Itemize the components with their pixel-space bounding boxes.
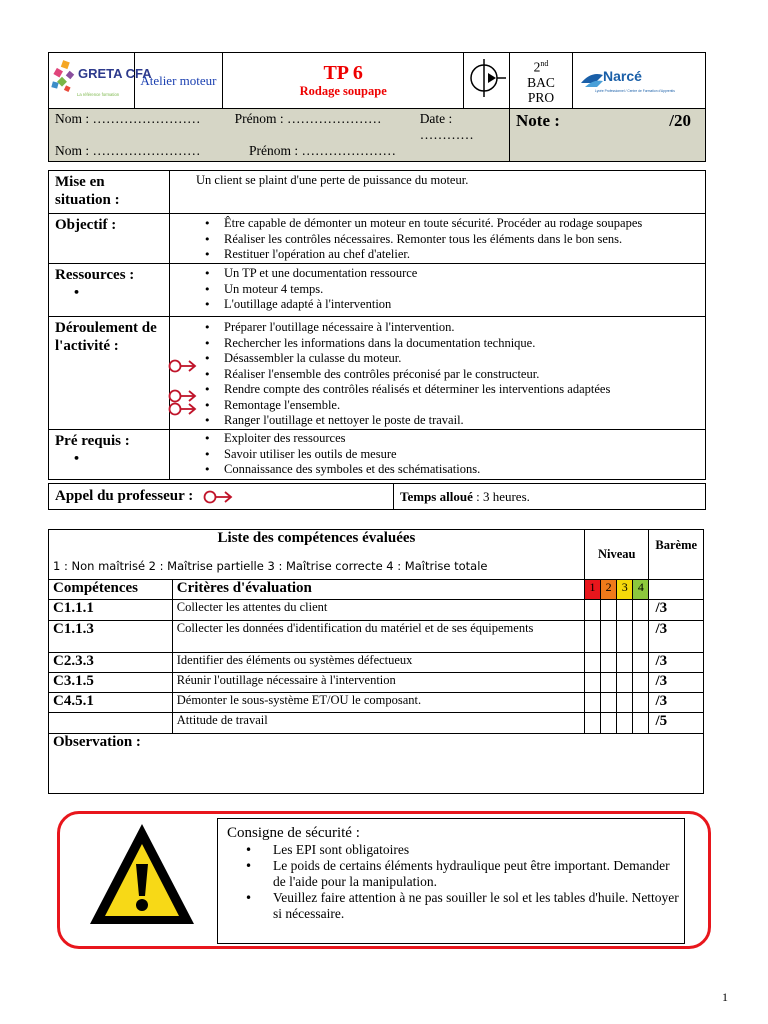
competences-table — [48, 529, 704, 794]
tp-title: TP 6 — [323, 62, 363, 84]
prerequis-label: Pré requis : — [55, 433, 130, 449]
temps-cell — [394, 484, 706, 510]
comp-code: C1.1.3 — [49, 621, 173, 653]
bullet-icon: • — [73, 286, 81, 299]
greta-logo-tagline: La référence formation — [77, 92, 120, 97]
tp-subtitle: Rodage soupape — [299, 84, 387, 98]
bareme-label: Barème — [649, 530, 704, 580]
greta-cfa-logo — [49, 53, 152, 103]
level-4-header: 4 — [633, 580, 649, 600]
level-box[interactable] — [617, 600, 633, 621]
student-row-2 — [55, 143, 503, 159]
student-row-1 — [55, 111, 503, 143]
objectif-item: • Réaliser les contrôles nécessaires. Remonter tous les éléments dans le bon sens. — [224, 232, 701, 248]
nom-2[interactable]: Nom : …………………… — [55, 143, 201, 158]
comp-criterion: Collecter les attentes du client — [172, 600, 584, 621]
level-box[interactable] — [601, 653, 617, 673]
narce-logo-tagline: Lycée Professionnel / Centre de Formation d'Apprentis — [595, 89, 675, 93]
level-box[interactable] — [601, 600, 617, 621]
tp-title-cell — [222, 53, 464, 109]
note-cell — [510, 109, 706, 162]
comp-bareme: /3 — [649, 621, 704, 653]
level-box[interactable] — [584, 621, 600, 653]
consigne-item: • Le poids de certains éléments hydraulique peut être important. Demander de l'aide pour la manipulation. — [273, 858, 684, 890]
level-box[interactable] — [601, 621, 617, 653]
ressources-list — [174, 266, 701, 313]
comp-criterion: Attitude de travail — [172, 713, 584, 734]
page-number: 1 — [722, 990, 728, 1004]
ressources-label-cell — [49, 264, 170, 317]
call-teacher-icon — [168, 401, 200, 417]
student-fields — [49, 109, 510, 162]
comp-code: C4.5.1 — [49, 693, 173, 713]
comp-bareme: /3 — [649, 673, 704, 693]
objectif-cell — [170, 214, 706, 264]
narce-logo-cell — [573, 53, 706, 109]
prenom-1[interactable]: Prénom : ………………… — [234, 111, 382, 126]
valve-symbol-cell — [464, 53, 510, 109]
deroulement-item: • Ranger l'outillage et nettoyer le poste de travail. — [224, 413, 701, 429]
deroulement-label: Déroulement de l'activité : — [49, 317, 170, 430]
comp-bareme: /3 — [649, 653, 704, 673]
level-box[interactable] — [633, 713, 649, 734]
temps-label: Temps alloué — [400, 488, 473, 504]
prerequis-item: • Exploiter des ressources — [224, 431, 701, 447]
note-label: Note : — [516, 111, 560, 130]
comp-criterion: Réunir l'outillage nécessaire à l'intervention — [172, 673, 584, 693]
header-table — [48, 52, 706, 162]
deroulement-item: • Rechercher les informations dans la documentation technique. — [224, 336, 701, 352]
activity-table — [48, 170, 706, 480]
level-box[interactable] — [584, 653, 600, 673]
note-max: /20 — [669, 111, 691, 130]
comp-code: C1.1.1 — [49, 600, 173, 621]
competences-title: Liste des compétences évaluées — [49, 530, 585, 554]
objectif-list — [174, 216, 701, 263]
level-box[interactable] — [633, 621, 649, 653]
objectif-label: Objectif : — [49, 214, 170, 264]
nom-1[interactable]: Nom : …………………… — [55, 111, 201, 126]
prerequis-item: • Savoir utiliser les outils de mesure — [224, 447, 701, 463]
bullet-icon: • — [73, 452, 81, 465]
situation-text: Un client se plaint d'une perte de puissance du moteur. — [170, 171, 706, 214]
check-valve-icon — [464, 53, 508, 103]
prerequis-label-cell — [49, 430, 170, 480]
level-box[interactable] — [633, 693, 649, 713]
greta-logo-cell — [49, 53, 152, 109]
level-box[interactable] — [584, 693, 600, 713]
bareme-header-blank — [649, 580, 704, 600]
ressources-item: • Un TP et une documentation ressource — [224, 266, 701, 282]
comp-bareme: /3 — [649, 600, 704, 621]
level-3-header: 3 — [617, 580, 633, 600]
appel-cell — [49, 484, 394, 510]
prenom-2[interactable]: Prénom : ………………… — [249, 143, 396, 158]
level-box[interactable] — [584, 673, 600, 693]
comp-criterion: Démonter le sous-système ET/OU le composant. — [172, 693, 584, 713]
level-num: 2 — [533, 59, 541, 75]
comp-criterion: Collecter les données d'identification du matériel et de ses équipements — [172, 621, 584, 653]
deroulement-item: • Préparer l'outillage nécessaire à l'intervention. — [224, 320, 701, 336]
call-teacher-icon — [168, 358, 200, 374]
level-cell — [510, 53, 573, 109]
level-sup: nd — [540, 59, 549, 69]
level-box[interactable] — [617, 673, 633, 693]
competences-scale: 1 : Non maîtrisé 2 : Maîtrise partielle 3 : Maîtrise correcte 4 : Maîtrise totale — [49, 554, 585, 580]
level-box[interactable] — [633, 653, 649, 673]
deroulement-cell — [170, 317, 706, 430]
comp-code: C3.1.5 — [49, 673, 173, 693]
level-box[interactable] — [584, 713, 600, 734]
appel-table — [48, 483, 706, 510]
level-box[interactable] — [617, 621, 633, 653]
level-box[interactable] — [633, 600, 649, 621]
ressources-label: Ressources : — [55, 267, 135, 283]
observation-field[interactable]: Observation : — [49, 734, 704, 794]
comp-criterion: Identifier des éléments ou systèmes défectueux — [172, 653, 584, 673]
consigne-box — [217, 818, 685, 944]
consigne-item: • Veuillez faire attention à ne pas souiller le sol et les tables d'huile. Nettoyer si nécessaire. — [273, 890, 684, 922]
level-box[interactable] — [601, 713, 617, 734]
narce-logo-text: Narcé — [603, 68, 642, 84]
date-field[interactable]: Date : ………… — [419, 111, 474, 142]
warning-icon — [86, 820, 198, 928]
deroulement-item: • Désassembler la culasse du moteur. — [224, 351, 701, 367]
level-box[interactable] — [584, 600, 600, 621]
ressources-item: • Un moteur 4 temps. — [224, 282, 701, 298]
level-1-header: 1 — [584, 580, 600, 600]
deroulement-list — [174, 320, 701, 429]
level-box[interactable] — [601, 693, 617, 713]
call-teacher-icon — [203, 489, 237, 505]
level-box[interactable] — [617, 653, 633, 673]
consigne-list — [218, 842, 684, 922]
appel-label: Appel du professeur : — [55, 488, 194, 504]
comp-bareme: /5 — [649, 713, 704, 734]
level-box[interactable] — [617, 713, 633, 734]
niveau-label: Niveau — [584, 530, 649, 580]
level-text: BAC PRO — [527, 74, 555, 105]
prerequis-cell — [170, 430, 706, 480]
level-box[interactable] — [617, 693, 633, 713]
col-competences: Compétences — [49, 580, 173, 600]
deroulement-item: • Rendre compte des contrôles réalisés et déterminer les interventions adaptées — [224, 382, 701, 398]
atelier-label: Atelier moteur — [134, 53, 222, 109]
objectif-item: • Restituer l'opération au chef d'atelier. — [224, 247, 701, 263]
comp-code — [49, 713, 173, 734]
narce-logo — [573, 53, 675, 103]
prerequis-item: • Connaissance des symboles et des schématisations. — [224, 462, 701, 478]
ressources-item: • L'outillage adapté à l'intervention — [224, 297, 701, 313]
prerequis-list — [174, 431, 701, 478]
greta-logo-text: GRETA CFA — [78, 66, 152, 81]
comp-bareme: /3 — [649, 693, 704, 713]
col-criteres: Critères d'évaluation — [172, 580, 584, 600]
deroulement-item: • Réaliser l'ensemble des contrôles préconisé par le constructeur. — [224, 367, 701, 383]
deroulement-item: • Remontage l'ensemble. — [224, 398, 701, 414]
level-box[interactable] — [633, 673, 649, 693]
objectif-item: • Être capable de démonter un moteur en toute sécurité. Procéder au rodage soupapes — [224, 216, 701, 232]
ressources-cell — [170, 264, 706, 317]
level-box[interactable] — [601, 673, 617, 693]
temps-value: : 3 heures. — [472, 488, 530, 504]
level-2-header: 2 — [601, 580, 617, 600]
comp-code: C2.3.3 — [49, 653, 173, 673]
situation-label: Mise en situation : — [49, 171, 170, 214]
consigne-item: • Les EPI sont obligatoires — [273, 842, 684, 858]
consigne-title: Consigne de sécurité : — [227, 825, 360, 841]
